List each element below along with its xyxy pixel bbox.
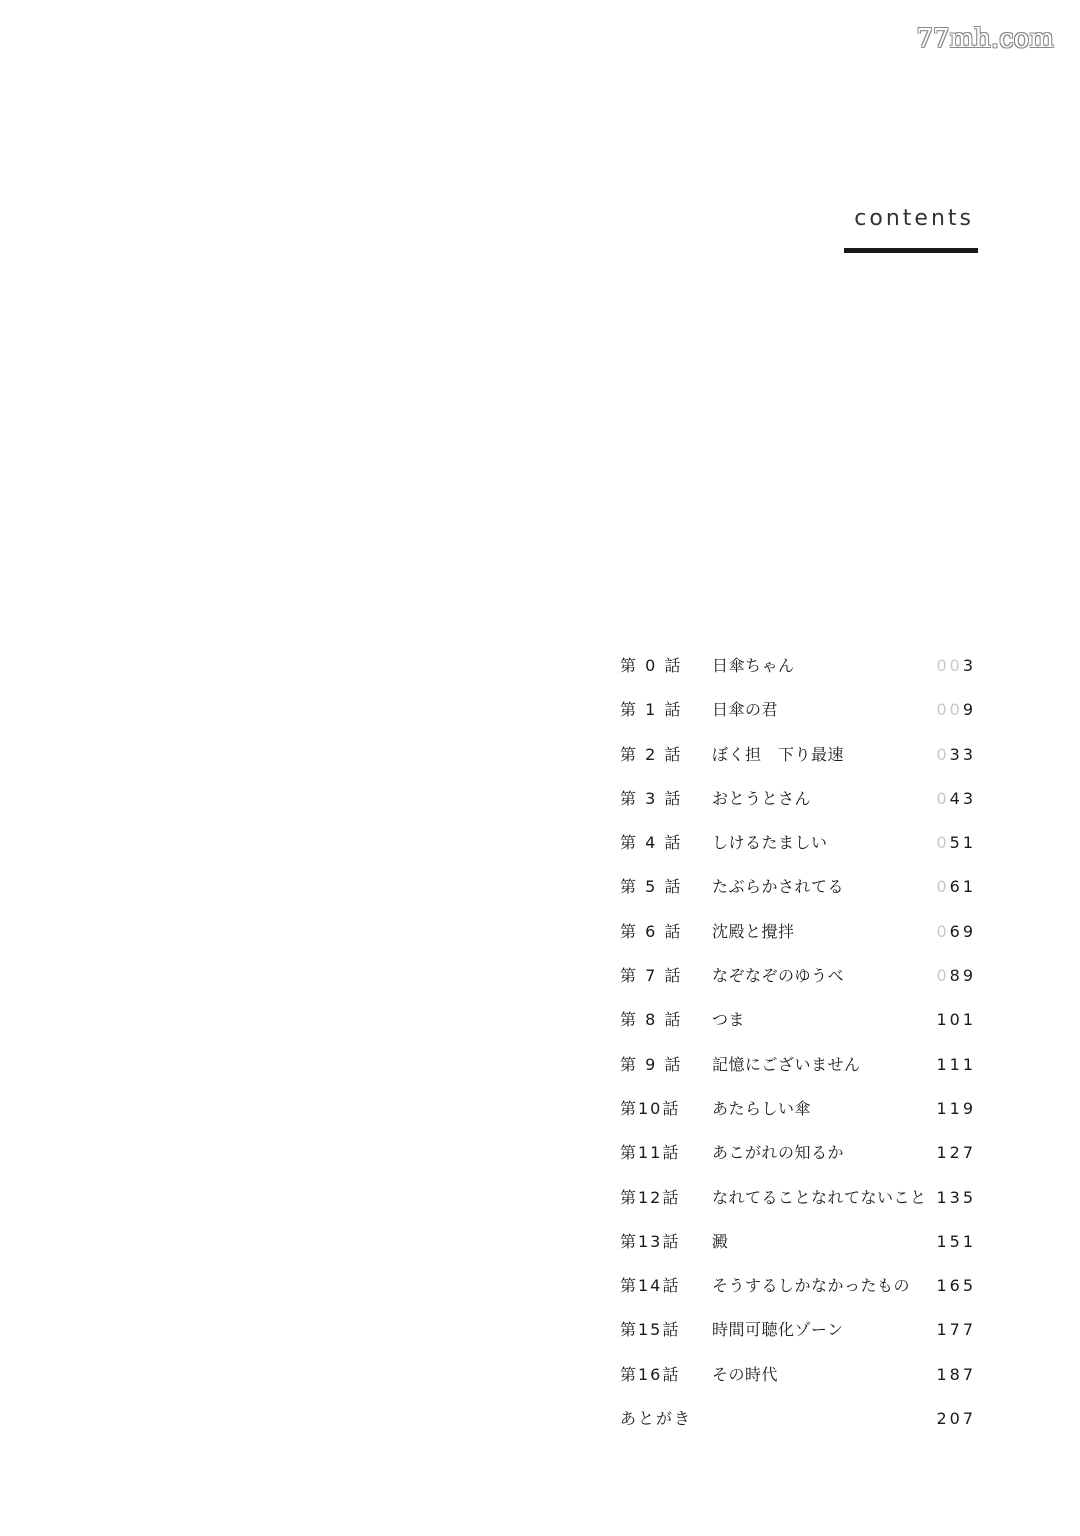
watermark-text: 77mh.com — [916, 24, 1054, 54]
page-number-digits: 51 — [949, 833, 976, 853]
chapter-label: 第 3 話 — [620, 788, 683, 808]
contents-heading-rule — [844, 248, 978, 253]
page-number — [936, 1176, 976, 1220]
page-number-digits: 151 — [936, 1231, 976, 1251]
page-number-pad: 0 — [936, 788, 950, 808]
toc-row — [620, 1087, 980, 1131]
page-number-digits: 33 — [949, 744, 976, 764]
chapter-label: 第 2 話 — [620, 744, 683, 764]
chapter-label: 第 7 話 — [620, 966, 683, 986]
page-number-pad: 00 — [936, 700, 963, 720]
page-number-pad: 0 — [936, 877, 950, 897]
chapter-title: おとうとさん — [712, 788, 812, 808]
chapter-label: 第12話 — [620, 1187, 681, 1207]
page-number-pad: 0 — [936, 833, 950, 853]
page-number — [936, 1043, 976, 1087]
toc-row — [620, 644, 980, 688]
page-number-digits: 135 — [936, 1187, 976, 1207]
page-number — [936, 733, 976, 777]
chapter-label: 第14話 — [620, 1276, 681, 1296]
page-number — [936, 910, 976, 954]
contents-heading-text: contents — [854, 206, 974, 231]
chapter-title: そうするしかなかったもの — [712, 1276, 911, 1296]
toc-row — [620, 910, 980, 954]
toc-row — [620, 954, 980, 998]
page-number — [936, 821, 976, 865]
toc-row — [620, 1264, 980, 1308]
chapter-label: 第16話 — [620, 1364, 681, 1384]
chapter-label: 第15話 — [620, 1320, 681, 1340]
toc-row — [620, 733, 980, 777]
chapter-title: なぞなぞのゆうべ — [712, 966, 845, 986]
toc-row — [620, 688, 980, 732]
page-number — [936, 954, 976, 998]
toc-row — [620, 777, 980, 821]
toc-row — [620, 1308, 980, 1352]
page-number-digits: 177 — [936, 1320, 976, 1340]
toc-row — [620, 1397, 980, 1441]
chapter-label: あとがき — [620, 1409, 693, 1429]
page-number-digits: 43 — [949, 788, 976, 808]
chapter-label: 第10話 — [620, 1098, 681, 1118]
chapter-title: 時間可聴化ゾーン — [712, 1320, 844, 1340]
toc-row — [620, 1043, 980, 1087]
page-number — [936, 1220, 976, 1264]
page-number-pad: 0 — [936, 921, 950, 941]
chapter-title: あたらしい傘 — [712, 1098, 812, 1118]
page-number-digits: 61 — [949, 877, 976, 897]
page-number — [936, 1308, 976, 1352]
table-of-contents — [620, 644, 980, 1441]
toc-row — [620, 1131, 980, 1175]
chapter-title: 記憶にございません — [712, 1054, 861, 1074]
page-number — [936, 688, 976, 732]
page-number — [936, 644, 976, 688]
chapter-title: たぶらかされてる — [712, 877, 845, 897]
page-number-digits: 111 — [936, 1054, 976, 1074]
contents-heading — [844, 206, 978, 253]
chapter-title: しけるたましい — [712, 833, 828, 853]
chapter-label: 第 9 話 — [620, 1054, 683, 1074]
page-number-pad: 00 — [936, 656, 963, 675]
page-number-digits: 101 — [936, 1010, 976, 1030]
chapter-label: 第13話 — [620, 1231, 681, 1251]
chapter-title: つま — [712, 1010, 746, 1030]
page-number-digits: 127 — [936, 1143, 976, 1163]
page-number-digits: 9 — [962, 700, 976, 720]
chapter-title: 澱 — [712, 1231, 729, 1251]
chapter-label: 第 0 話 — [620, 656, 683, 675]
chapter-title: ぼく担 下り最速 — [712, 744, 845, 764]
chapter-title: 沈殿と攪拌 — [712, 921, 795, 941]
chapter-title: 日傘ちゃん — [712, 656, 795, 675]
toc-row — [620, 1176, 980, 1220]
toc-row — [620, 821, 980, 865]
page-number — [936, 1264, 976, 1308]
page-number-digits: 207 — [936, 1409, 976, 1429]
page-number — [936, 1353, 976, 1397]
page-number — [936, 777, 976, 821]
chapter-title: 日傘の君 — [712, 700, 779, 720]
page-number-digits: 89 — [949, 966, 976, 986]
toc-row — [620, 1220, 980, 1264]
chapter-label: 第 6 話 — [620, 921, 683, 941]
page-number — [936, 1087, 976, 1131]
page-number-digits: 3 — [962, 656, 976, 675]
page-number-digits: 165 — [936, 1276, 976, 1296]
chapter-label: 第 5 話 — [620, 877, 683, 897]
toc-row — [620, 998, 980, 1042]
chapter-label: 第 1 話 — [620, 700, 683, 720]
page-number-pad: 0 — [936, 744, 950, 764]
page-number — [936, 1397, 976, 1441]
chapter-label: 第 4 話 — [620, 833, 683, 853]
chapter-title: なれてることなれてないこと — [712, 1187, 927, 1207]
page-number — [936, 1131, 976, 1175]
page-number — [936, 998, 976, 1042]
chapter-title: あこがれの知るか — [712, 1143, 845, 1163]
page-number-pad: 0 — [936, 966, 950, 986]
chapter-title: その時代 — [712, 1364, 779, 1384]
toc-row — [620, 1353, 980, 1397]
toc-row — [620, 865, 980, 909]
page-number-digits: 119 — [936, 1098, 976, 1118]
chapter-label: 第11話 — [620, 1143, 681, 1163]
page-number-digits: 187 — [936, 1364, 976, 1384]
page-number — [936, 865, 976, 909]
page-number-digits: 69 — [949, 921, 976, 941]
chapter-label: 第 8 話 — [620, 1010, 683, 1030]
